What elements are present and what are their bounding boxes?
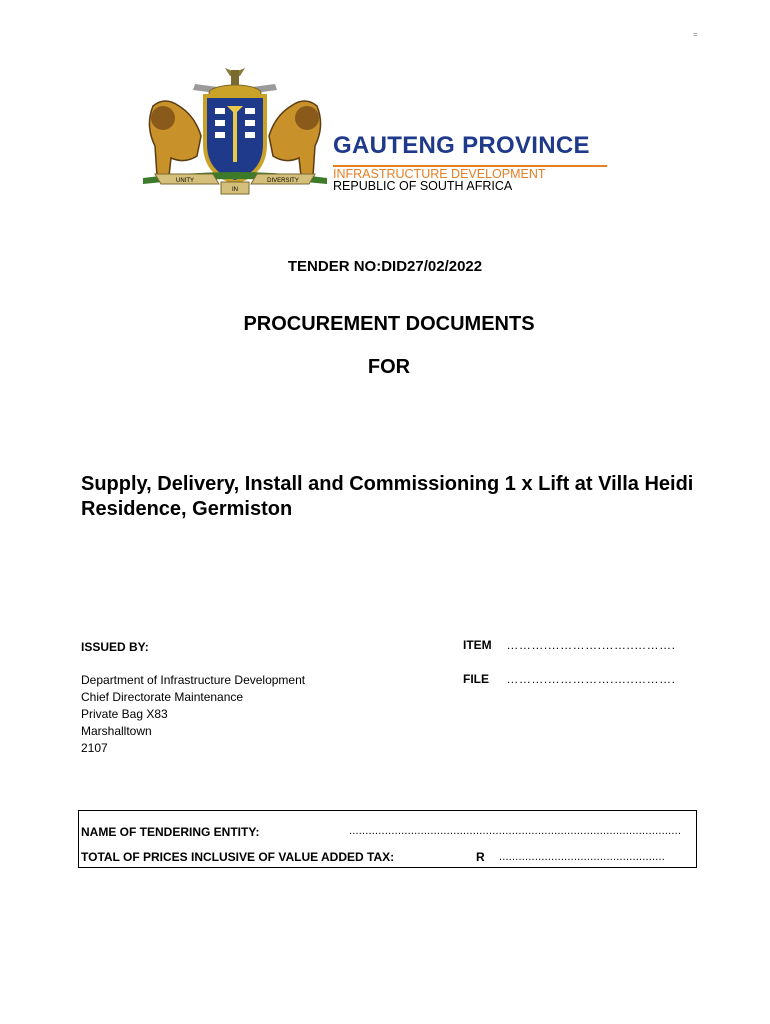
motto-left: UNITY bbox=[176, 178, 194, 184]
item-label: ITEM bbox=[463, 638, 492, 652]
address-line: Marshalltown bbox=[81, 724, 152, 738]
province-name: GAUTENG PROVINCE bbox=[333, 132, 590, 159]
gauteng-logo bbox=[135, 66, 615, 201]
total-prices-field[interactable]: ................................................... bbox=[499, 851, 666, 863]
department-name: INFRASTRUCTURE DEVELOPMENT bbox=[333, 165, 607, 181]
address-line: Private Bag X83 bbox=[81, 707, 168, 721]
issuer-address bbox=[81, 672, 305, 757]
tender-number: TENDER NO:DID27/02/2022 bbox=[287, 258, 483, 275]
document-title: PROCUREMENT DOCUMENTS bbox=[243, 313, 535, 335]
address-line: Department of Infrastructure Development bbox=[81, 673, 306, 687]
issued-by-label: ISSUED BY: bbox=[81, 640, 149, 654]
item-reference bbox=[463, 638, 676, 652]
file-reference bbox=[463, 672, 676, 686]
currency-symbol: R bbox=[476, 850, 485, 864]
item-field[interactable]: ……….………….……..………. bbox=[506, 638, 676, 652]
document-title-for: FOR bbox=[367, 356, 411, 378]
file-label: FILE bbox=[463, 672, 489, 686]
project-description: Supply, Delivery, Install and Commissioning 1 x Lift at Villa Heidi Residence, Germiston bbox=[81, 473, 694, 520]
file-field[interactable]: ……….…………….…..………. bbox=[506, 672, 676, 686]
tendering-entity-box bbox=[78, 810, 697, 868]
entity-name-label: NAME OF TENDERING ENTITY: bbox=[81, 825, 260, 839]
address-line: Chief Directorate Maintenance bbox=[81, 690, 244, 704]
coat-of-arms-icon bbox=[135, 66, 335, 198]
country-name: REPUBLIC OF SOUTH AFRICA bbox=[333, 179, 513, 193]
entity-name-field[interactable]: ...................................................................................................... bbox=[349, 825, 682, 837]
motto-mid: IN bbox=[232, 187, 238, 193]
total-prices-label: TOTAL OF PRICES INCLUSIVE OF VALUE ADDED TAX: bbox=[81, 850, 395, 864]
page-mark: = bbox=[693, 30, 698, 39]
motto-right: DIVERSITY bbox=[267, 178, 299, 184]
address-line: 2107 bbox=[81, 741, 108, 755]
